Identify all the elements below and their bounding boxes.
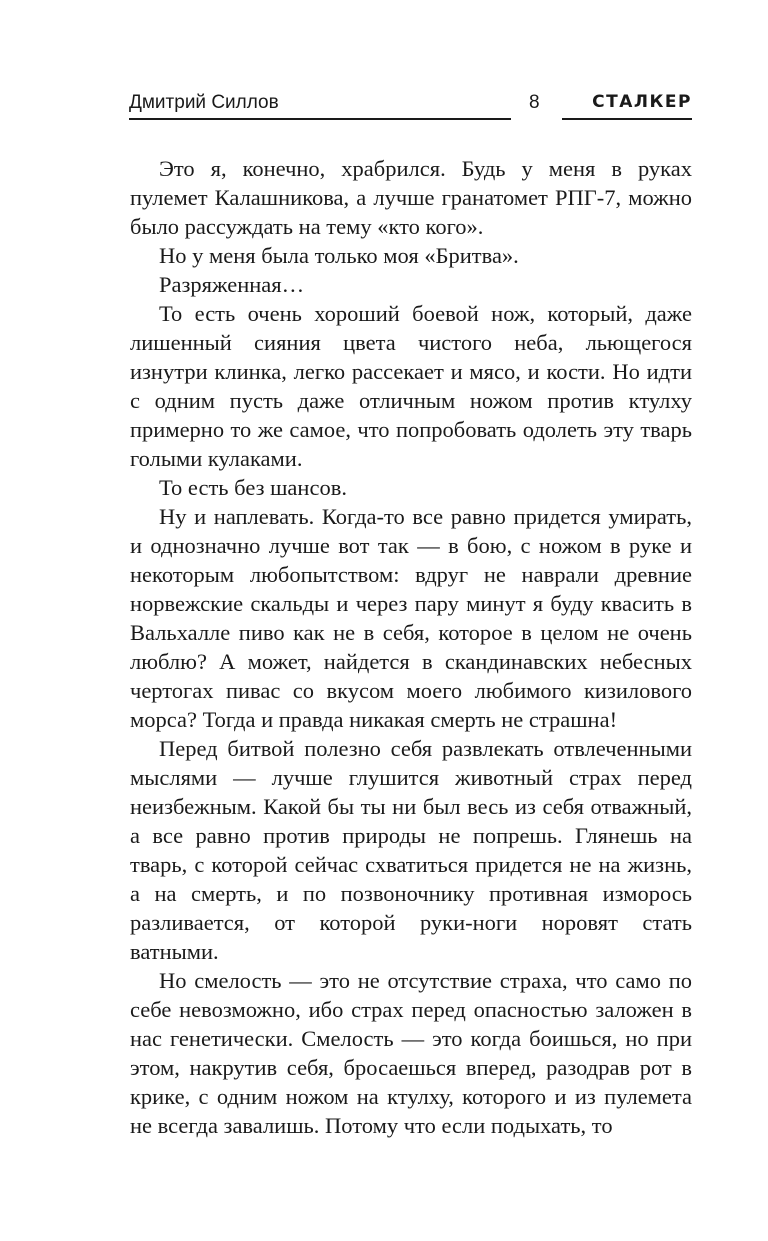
- paragraph: Ну и наплевать. Когда-то все равно придется умирать, и однозначно лучше вот так — в бою, с ножом в руке и некоторым любопытством: вдруг не наврали древние норвежские скальды и через пару минут я буду квасить в Вальхалле пиво как не в себя, которое в целом не очень люблю? А может, найдется в скандинавских небесных чертогах пивас со вкусом моего любимого кизилового морса? Тогда и правда никакая смерть не страшна!: [130, 504, 692, 732]
- header-rule-left: [129, 118, 511, 120]
- paragraph: Это я, конечно, храбрился. Будь у меня в руках пулемет Калашникова, а лучше гранатомет РПГ-7, можно было рассуждать на тему «кто кого».: [130, 156, 692, 239]
- paragraph: То есть без шансов.: [159, 475, 347, 500]
- author-name: Дмитрий Силлов: [129, 92, 279, 113]
- series-title: СТАЛКЕР: [592, 92, 692, 112]
- paragraph: Разряженная…: [159, 272, 305, 297]
- paragraph: Но у меня была только моя «Бритва».: [159, 243, 519, 268]
- body-text: [130, 154, 692, 1140]
- paragraph: То есть очень хороший боевой нож, который, даже лишенный сияния цвета чистого неба, льющегося изнутри клинка, легко рассекает и мясо, и кости. Но идти с одним пусть даже отличным ножом против ктулху примерно то же самое, что попробовать одолеть эту тварь голыми кулаками.: [130, 301, 692, 471]
- header-rule-right: [562, 118, 692, 120]
- paragraph: Перед битвой полезно себя развлекать отвлеченными мыслями — лучше глушится животный страх перед неизбежным. Какой бы ты ни был весь из себя отважный, а все равно против природы не попрешь. Глянешь на тварь, с которой сейчас схватиться придется не на жизнь, а на смерть, и по позвоночнику противная изморось разливается, от которой руки-ноги норовят стать ватными.: [130, 736, 692, 964]
- paragraph: Но смелость — это не отсутствие страха, что само по себе невозможно, ибо страх перед опасностью заложен в нас генетически. Смелость — это когда боишься, но при этом, накрутив себя, бросаешься вперед, разодрав рот в крике, с одним ножом на ктулху, которого и из пулемета не всегда завалишь. Потому что если подыхать, то: [130, 968, 692, 1138]
- page-number: 8: [529, 92, 540, 113]
- running-header: [129, 92, 692, 122]
